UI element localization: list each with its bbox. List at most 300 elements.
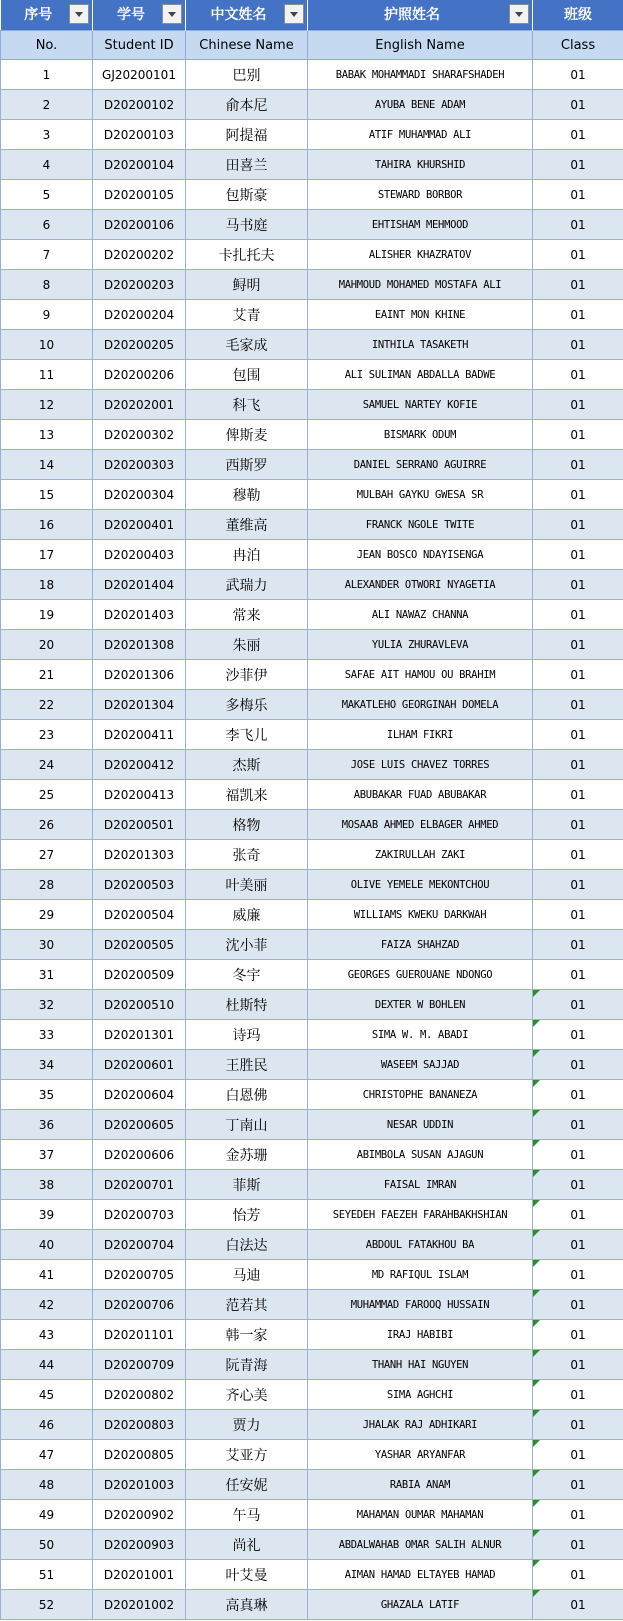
student-id-cell[interactable]: D20200509 bbox=[93, 960, 186, 990]
english-name-cell[interactable]: IRAJ HABIBI bbox=[308, 1320, 533, 1350]
row-number-cell[interactable]: 36 bbox=[1, 1110, 93, 1140]
chinese-name-cell[interactable]: 沈小菲 bbox=[186, 930, 308, 960]
chinese-name-cell[interactable]: 福凯来 bbox=[186, 780, 308, 810]
row-number-cell[interactable]: 51 bbox=[1, 1560, 93, 1590]
chinese-name-cell[interactable]: 任安妮 bbox=[186, 1470, 308, 1500]
row-number-cell[interactable]: 39 bbox=[1, 1200, 93, 1230]
row-number-cell[interactable]: 9 bbox=[1, 300, 93, 330]
chinese-name-cell[interactable]: 杜斯特 bbox=[186, 990, 308, 1020]
row-number-cell[interactable]: 13 bbox=[1, 420, 93, 450]
table-row bbox=[1, 960, 623, 990]
chinese-name-cell[interactable]: 午马 bbox=[186, 1500, 308, 1530]
row-number-cell[interactable]: 30 bbox=[1, 930, 93, 960]
english-name-cell[interactable]: ATIF MUHAMMAD ALI bbox=[308, 120, 533, 150]
english-name-cell[interactable]: THANH HAI NGUYEN bbox=[308, 1350, 533, 1380]
row-number-cell[interactable]: 52 bbox=[1, 1590, 93, 1620]
table-row bbox=[1, 870, 623, 900]
chinese-name-cell[interactable]: 怡芳 bbox=[186, 1200, 308, 1230]
chinese-name-cell[interactable]: 毛家成 bbox=[186, 330, 308, 360]
row-number-cell[interactable]: 19 bbox=[1, 600, 93, 630]
student-id-cell[interactable]: D20201404 bbox=[93, 570, 186, 600]
table-row bbox=[1, 1020, 623, 1050]
student-id-cell[interactable]: D20200412 bbox=[93, 750, 186, 780]
student-id-cell[interactable]: D20200903 bbox=[93, 1530, 186, 1560]
english-name-cell[interactable]: EHTISHAM MEHMOOD bbox=[308, 210, 533, 240]
student-id-cell[interactable]: D20200203 bbox=[93, 270, 186, 300]
english-name-cell[interactable]: BISMARK ODUM bbox=[308, 420, 533, 450]
english-name-cell[interactable]: AIMAN HAMAD ELTAYEB HAMAD bbox=[308, 1560, 533, 1590]
chinese-name-cell[interactable]: 常来 bbox=[186, 600, 308, 630]
student-id-cell[interactable]: D20201001 bbox=[93, 1560, 186, 1590]
english-name-cell[interactable]: ABIMBOLA SUSAN AJAGUN bbox=[308, 1140, 533, 1170]
english-name-cell[interactable]: BABAK MOHAMMADI SHARAFSHADEH bbox=[308, 60, 533, 90]
table-row bbox=[1, 840, 623, 870]
chinese-name-cell[interactable]: 包围 bbox=[186, 360, 308, 390]
chinese-name-cell[interactable]: 西斯罗 bbox=[186, 450, 308, 480]
chinese-name-cell[interactable]: 菲斯 bbox=[186, 1170, 308, 1200]
english-name-cell[interactable]: ALI SULIMAN ABDALLA BADWE bbox=[308, 360, 533, 390]
student-id-cell[interactable]: D20200902 bbox=[93, 1500, 186, 1530]
filter-dropdown-icon[interactable] bbox=[162, 4, 182, 24]
row-number-cell[interactable]: 41 bbox=[1, 1260, 93, 1290]
student-id-cell[interactable]: D20200701 bbox=[93, 1170, 186, 1200]
student-id-cell[interactable]: D20200705 bbox=[93, 1260, 186, 1290]
row-number-cell[interactable]: 12 bbox=[1, 390, 93, 420]
table-row bbox=[1, 1140, 623, 1170]
chinese-name-cell[interactable]: 马迪 bbox=[186, 1260, 308, 1290]
english-name-cell[interactable]: JEAN BOSCO NDAYISENGA bbox=[308, 540, 533, 570]
student-id-cell[interactable]: D20202001 bbox=[93, 390, 186, 420]
class-cell[interactable]: 01 bbox=[533, 930, 623, 960]
class-cell[interactable]: 01 bbox=[533, 360, 623, 390]
chinese-name-cell[interactable]: 马书庭 bbox=[186, 210, 308, 240]
english-name-cell[interactable]: SEYEDEH FAEZEH FARAHBAKHSHIAN bbox=[308, 1200, 533, 1230]
english-name-cell[interactable]: TAHIRA KHURSHID bbox=[308, 150, 533, 180]
table-row bbox=[1, 120, 623, 150]
table-row bbox=[1, 630, 623, 660]
class-cell[interactable]: 01 bbox=[533, 420, 623, 450]
chinese-name-cell[interactable]: 阮青海 bbox=[186, 1350, 308, 1380]
class-cell[interactable]: 01 bbox=[533, 60, 623, 90]
table-row bbox=[1, 780, 623, 810]
class-cell[interactable]: 01 bbox=[533, 690, 623, 720]
student-id-cell[interactable]: D20201303 bbox=[93, 840, 186, 870]
class-cell[interactable]: 01 bbox=[533, 600, 623, 630]
chinese-name-cell[interactable]: 艾青 bbox=[186, 300, 308, 330]
class-cell[interactable]: 01 bbox=[533, 1470, 623, 1500]
class-cell[interactable]: 01 bbox=[533, 1350, 623, 1380]
header-student-id-cn-label: 学号 bbox=[117, 7, 145, 23]
class-cell[interactable]: 01 bbox=[533, 780, 623, 810]
english-name-cell[interactable]: WILLIAMS KWEKU DARKWAH bbox=[308, 900, 533, 930]
row-number-cell[interactable]: 20 bbox=[1, 630, 93, 660]
chinese-name-cell[interactable]: 包斯豪 bbox=[186, 180, 308, 210]
class-cell[interactable]: 01 bbox=[533, 1560, 623, 1590]
student-id-cell[interactable]: D20200106 bbox=[93, 210, 186, 240]
english-name-cell[interactable]: INTHILA TASAKETH bbox=[308, 330, 533, 360]
header-english-name-en: English Name bbox=[308, 31, 533, 60]
student-id-cell[interactable]: D20200803 bbox=[93, 1410, 186, 1440]
english-name-cell[interactable]: EAINT MON KHINE bbox=[308, 300, 533, 330]
english-name-cell[interactable]: ABDOUL FATAKHOU BA bbox=[308, 1230, 533, 1260]
row-number-cell[interactable]: 23 bbox=[1, 720, 93, 750]
english-name-cell[interactable]: WASEEM SAJJAD bbox=[308, 1050, 533, 1080]
class-cell[interactable]: 01 bbox=[533, 750, 623, 780]
english-name-cell[interactable]: JHALAK RAJ ADHIKARI bbox=[308, 1410, 533, 1440]
student-id-cell[interactable]: D20200303 bbox=[93, 450, 186, 480]
class-cell[interactable]: 01 bbox=[533, 630, 623, 660]
english-name-cell[interactable]: ALEXANDER OTWORI NYAGETIA bbox=[308, 570, 533, 600]
student-id-cell[interactable]: D20200103 bbox=[93, 120, 186, 150]
class-cell[interactable]: 01 bbox=[533, 570, 623, 600]
class-cell[interactable]: 01 bbox=[533, 810, 623, 840]
student-id-cell[interactable]: D20200805 bbox=[93, 1440, 186, 1470]
class-cell[interactable]: 01 bbox=[533, 1200, 623, 1230]
class-cell[interactable]: 01 bbox=[533, 960, 623, 990]
row-number-cell[interactable]: 16 bbox=[1, 510, 93, 540]
chinese-name-cell[interactable]: 武瑞力 bbox=[186, 570, 308, 600]
student-id-cell[interactable]: D20200204 bbox=[93, 300, 186, 330]
chinese-name-cell[interactable]: 张奇 bbox=[186, 840, 308, 870]
student-id-cell[interactable]: D20201002 bbox=[93, 1590, 186, 1620]
chinese-name-cell[interactable]: 多梅乐 bbox=[186, 690, 308, 720]
class-cell[interactable]: 01 bbox=[533, 1320, 623, 1350]
class-cell[interactable]: 01 bbox=[533, 1110, 623, 1140]
row-number-cell[interactable]: 17 bbox=[1, 540, 93, 570]
class-cell[interactable]: 01 bbox=[533, 900, 623, 930]
class-cell[interactable]: 01 bbox=[533, 1170, 623, 1200]
english-name-cell[interactable]: SIMA W. M. ABADI bbox=[308, 1020, 533, 1050]
chinese-name-cell[interactable]: 田喜兰 bbox=[186, 150, 308, 180]
chinese-name-cell[interactable]: 冉泊 bbox=[186, 540, 308, 570]
class-cell[interactable]: 01 bbox=[533, 990, 623, 1020]
chinese-name-cell[interactable]: 白恩佛 bbox=[186, 1080, 308, 1110]
class-cell[interactable]: 01 bbox=[533, 1230, 623, 1260]
table-row bbox=[1, 660, 623, 690]
class-cell[interactable]: 01 bbox=[533, 1440, 623, 1470]
chinese-name-cell[interactable]: 沙菲伊 bbox=[186, 660, 308, 690]
row-number-cell[interactable]: 4 bbox=[1, 150, 93, 180]
english-name-cell[interactable]: ZAKIRULLAH ZAKI bbox=[308, 840, 533, 870]
row-number-cell[interactable]: 3 bbox=[1, 120, 93, 150]
english-name-cell[interactable]: CHRISTOPHE BANANEZA bbox=[308, 1080, 533, 1110]
english-name-cell[interactable]: FAISAL IMRAN bbox=[308, 1170, 533, 1200]
chinese-name-cell[interactable]: 白法达 bbox=[186, 1230, 308, 1260]
english-name-cell[interactable]: DEXTER W BOHLEN bbox=[308, 990, 533, 1020]
english-name-cell[interactable]: SAMUEL NARTEY KOFIE bbox=[308, 390, 533, 420]
chinese-name-cell[interactable]: 格物 bbox=[186, 810, 308, 840]
chinese-name-cell[interactable]: 冬宇 bbox=[186, 960, 308, 990]
student-id-cell[interactable]: D20200104 bbox=[93, 150, 186, 180]
student-id-cell[interactable]: D20200411 bbox=[93, 720, 186, 750]
class-cell[interactable]: 01 bbox=[533, 390, 623, 420]
english-name-cell[interactable]: MOSAAB AHMED ELBAGER AHMED bbox=[308, 810, 533, 840]
student-id-cell[interactable]: D20201003 bbox=[93, 1470, 186, 1500]
class-cell[interactable]: 01 bbox=[533, 840, 623, 870]
english-name-cell[interactable]: OLIVE YEMELE MEKONTCHOU bbox=[308, 870, 533, 900]
row-number-cell[interactable]: 37 bbox=[1, 1140, 93, 1170]
class-cell[interactable]: 01 bbox=[533, 1140, 623, 1170]
english-name-cell[interactable]: MAHMOUD MOHAMED MOSTAFA ALI bbox=[308, 270, 533, 300]
row-number-cell[interactable]: 49 bbox=[1, 1500, 93, 1530]
chinese-name-cell[interactable]: 叶美丽 bbox=[186, 870, 308, 900]
student-id-cell[interactable]: D20201304 bbox=[93, 690, 186, 720]
class-cell[interactable]: 01 bbox=[533, 540, 623, 570]
class-cell[interactable]: 01 bbox=[533, 870, 623, 900]
chinese-name-cell[interactable]: 尚礼 bbox=[186, 1530, 308, 1560]
row-number-cell[interactable]: 40 bbox=[1, 1230, 93, 1260]
row-number-cell[interactable]: 46 bbox=[1, 1410, 93, 1440]
chinese-name-cell[interactable]: 贾力 bbox=[186, 1410, 308, 1440]
class-cell[interactable]: 01 bbox=[533, 1290, 623, 1320]
english-name-cell[interactable]: FAIZA SHAHZAD bbox=[308, 930, 533, 960]
english-name-cell[interactable]: RABIA ANAM bbox=[308, 1470, 533, 1500]
chinese-name-cell[interactable]: 卡扎托夫 bbox=[186, 240, 308, 270]
row-number-cell[interactable]: 25 bbox=[1, 780, 93, 810]
english-name-cell[interactable]: MULBAH GAYKU GWESA SR bbox=[308, 480, 533, 510]
row-number-cell[interactable]: 1 bbox=[1, 60, 93, 90]
header-class-en: Class bbox=[533, 31, 623, 60]
chinese-name-cell[interactable]: 杰斯 bbox=[186, 750, 308, 780]
header-number-cn-label: 序号 bbox=[24, 7, 53, 23]
student-id-cell[interactable]: D20200202 bbox=[93, 240, 186, 270]
student-id-cell[interactable]: D20200604 bbox=[93, 1080, 186, 1110]
english-name-cell[interactable]: GHAZALA LATIF bbox=[308, 1590, 533, 1620]
student-id-cell[interactable]: D20200401 bbox=[93, 510, 186, 540]
chinese-name-cell[interactable]: 鲟明 bbox=[186, 270, 308, 300]
table-row bbox=[1, 570, 623, 600]
english-name-cell[interactable]: YULIA ZHURAVLEVA bbox=[308, 630, 533, 660]
row-number-cell[interactable]: 14 bbox=[1, 450, 93, 480]
student-id-cell[interactable]: D20200501 bbox=[93, 810, 186, 840]
class-cell[interactable]: 01 bbox=[533, 240, 623, 270]
class-cell[interactable]: 01 bbox=[533, 270, 623, 300]
class-cell[interactable]: 01 bbox=[533, 1260, 623, 1290]
student-id-cell[interactable]: D20200304 bbox=[93, 480, 186, 510]
chinese-name-cell[interactable]: 李飞儿 bbox=[186, 720, 308, 750]
row-number-cell[interactable]: 35 bbox=[1, 1080, 93, 1110]
table-row bbox=[1, 1080, 623, 1110]
student-id-cell[interactable]: D20200505 bbox=[93, 930, 186, 960]
table-row bbox=[1, 480, 623, 510]
class-cell[interactable]: 01 bbox=[533, 660, 623, 690]
table-row bbox=[1, 270, 623, 300]
class-cell[interactable]: 01 bbox=[533, 330, 623, 360]
class-cell[interactable]: 01 bbox=[533, 450, 623, 480]
chinese-name-cell[interactable]: 科飞 bbox=[186, 390, 308, 420]
student-id-cell[interactable]: D20201308 bbox=[93, 630, 186, 660]
class-cell[interactable]: 01 bbox=[533, 480, 623, 510]
table-row bbox=[1, 1050, 623, 1080]
chinese-name-cell[interactable]: 董维高 bbox=[186, 510, 308, 540]
filter-dropdown-icon[interactable] bbox=[284, 4, 304, 24]
row-number-cell[interactable]: 21 bbox=[1, 660, 93, 690]
row-number-cell[interactable]: 2 bbox=[1, 90, 93, 120]
row-number-cell[interactable]: 5 bbox=[1, 180, 93, 210]
class-cell[interactable]: 01 bbox=[533, 1530, 623, 1560]
table-row bbox=[1, 1410, 623, 1440]
table-row bbox=[1, 1320, 623, 1350]
class-cell[interactable]: 01 bbox=[533, 1410, 623, 1440]
student-id-cell[interactable]: D20200510 bbox=[93, 990, 186, 1020]
class-cell[interactable]: 01 bbox=[533, 1080, 623, 1110]
row-number-cell[interactable]: 48 bbox=[1, 1470, 93, 1500]
class-cell[interactable]: 01 bbox=[533, 1020, 623, 1050]
student-id-cell[interactable]: D20201403 bbox=[93, 600, 186, 630]
english-name-cell[interactable]: MUHAMMAD FAROOQ HUSSAIN bbox=[308, 1290, 533, 1320]
student-id-cell[interactable]: D20200703 bbox=[93, 1200, 186, 1230]
chinese-name-cell[interactable]: 王胜民 bbox=[186, 1050, 308, 1080]
row-number-cell[interactable]: 31 bbox=[1, 960, 93, 990]
student-id-cell[interactable]: D20201301 bbox=[93, 1020, 186, 1050]
english-name-cell[interactable]: AYUBA BENE ADAM bbox=[308, 90, 533, 120]
chinese-name-cell[interactable]: 高真琳 bbox=[186, 1590, 308, 1620]
class-cell[interactable]: 01 bbox=[533, 1380, 623, 1410]
student-id-cell[interactable]: D20200802 bbox=[93, 1380, 186, 1410]
chinese-name-cell[interactable]: 俾斯麦 bbox=[186, 420, 308, 450]
chinese-name-cell[interactable]: 威廉 bbox=[186, 900, 308, 930]
chinese-name-cell[interactable]: 韩一家 bbox=[186, 1320, 308, 1350]
student-id-cell[interactable]: D20201306 bbox=[93, 660, 186, 690]
student-id-cell[interactable]: D20200205 bbox=[93, 330, 186, 360]
table-row bbox=[1, 720, 623, 750]
row-number-cell[interactable]: 29 bbox=[1, 900, 93, 930]
chinese-name-cell[interactable]: 齐心美 bbox=[186, 1380, 308, 1410]
row-number-cell[interactable]: 24 bbox=[1, 750, 93, 780]
english-name-cell[interactable]: MAHAMAN OUMAR MAHAMAN bbox=[308, 1500, 533, 1530]
class-cell[interactable]: 01 bbox=[533, 90, 623, 120]
student-id-cell[interactable]: D20200704 bbox=[93, 1230, 186, 1260]
row-number-cell[interactable]: 27 bbox=[1, 840, 93, 870]
chinese-name-cell[interactable]: 诗玛 bbox=[186, 1020, 308, 1050]
english-name-cell[interactable]: YASHAR ARYANFAR bbox=[308, 1440, 533, 1470]
class-cell[interactable]: 01 bbox=[533, 1500, 623, 1530]
student-id-cell[interactable]: D20200413 bbox=[93, 780, 186, 810]
student-id-cell[interactable]: D20201101 bbox=[93, 1320, 186, 1350]
student-id-cell[interactable]: D20200605 bbox=[93, 1110, 186, 1140]
row-number-cell[interactable]: 7 bbox=[1, 240, 93, 270]
english-name-cell[interactable]: SAFAE AIT HAMOU OU BRAHIM bbox=[308, 660, 533, 690]
student-id-cell[interactable]: D20200504 bbox=[93, 900, 186, 930]
filter-dropdown-icon[interactable] bbox=[69, 4, 89, 24]
table-row bbox=[1, 900, 623, 930]
row-number-cell[interactable]: 28 bbox=[1, 870, 93, 900]
english-name-cell[interactable]: ILHAM FIKRI bbox=[308, 720, 533, 750]
student-id-cell[interactable]: D20200709 bbox=[93, 1350, 186, 1380]
student-id-cell[interactable]: D20200403 bbox=[93, 540, 186, 570]
row-number-cell[interactable]: 33 bbox=[1, 1020, 93, 1050]
chinese-name-cell[interactable]: 范若其 bbox=[186, 1290, 308, 1320]
row-number-cell[interactable]: 42 bbox=[1, 1290, 93, 1320]
table-row bbox=[1, 510, 623, 540]
row-number-cell[interactable]: 32 bbox=[1, 990, 93, 1020]
table-row bbox=[1, 1470, 623, 1500]
english-name-cell[interactable]: STEWARD BORBOR bbox=[308, 180, 533, 210]
english-name-cell[interactable]: SIMA AGHCHI bbox=[308, 1380, 533, 1410]
english-name-cell[interactable]: ABUBAKAR FUAD ABUBAKAR bbox=[308, 780, 533, 810]
student-id-cell[interactable]: D20200105 bbox=[93, 180, 186, 210]
row-number-cell[interactable]: 18 bbox=[1, 570, 93, 600]
header-passport-name-cn-label: 护照姓名 bbox=[384, 7, 440, 23]
class-cell[interactable]: 01 bbox=[533, 120, 623, 150]
chinese-name-cell[interactable]: 穆勒 bbox=[186, 480, 308, 510]
english-name-cell[interactable]: ALISHER KHAZRATOV bbox=[308, 240, 533, 270]
class-cell[interactable]: 01 bbox=[533, 300, 623, 330]
row-number-cell[interactable]: 38 bbox=[1, 1170, 93, 1200]
student-id-cell[interactable]: D20200102 bbox=[93, 90, 186, 120]
student-id-cell[interactable]: D20200601 bbox=[93, 1050, 186, 1080]
english-name-cell[interactable]: DANIEL SERRANO AGUIRRE bbox=[308, 450, 533, 480]
chinese-name-cell[interactable]: 艾亚方 bbox=[186, 1440, 308, 1470]
table-row bbox=[1, 90, 623, 120]
class-cell[interactable]: 01 bbox=[533, 1050, 623, 1080]
english-name-cell[interactable]: ALI NAWAZ CHANNA bbox=[308, 600, 533, 630]
english-name-cell[interactable]: ABDALWAHAB OMAR SALIH ALNUR bbox=[308, 1530, 533, 1560]
student-id-cell[interactable]: GJ20200101 bbox=[93, 60, 186, 90]
row-number-cell[interactable]: 22 bbox=[1, 690, 93, 720]
table-row bbox=[1, 1200, 623, 1230]
chinese-name-cell[interactable]: 金苏珊 bbox=[186, 1140, 308, 1170]
filter-dropdown-icon[interactable] bbox=[509, 4, 529, 24]
table-row bbox=[1, 390, 623, 420]
english-name-cell[interactable]: GEORGES GUEROUANE NDONGO bbox=[308, 960, 533, 990]
row-number-cell[interactable]: 50 bbox=[1, 1530, 93, 1560]
class-cell[interactable]: 01 bbox=[533, 210, 623, 240]
row-number-cell[interactable]: 8 bbox=[1, 270, 93, 300]
student-id-cell[interactable]: D20200503 bbox=[93, 870, 186, 900]
row-number-cell[interactable]: 34 bbox=[1, 1050, 93, 1080]
table-row bbox=[1, 1530, 623, 1560]
row-number-cell[interactable]: 44 bbox=[1, 1350, 93, 1380]
english-name-cell[interactable]: FRANCK NGOLE TWITE bbox=[308, 510, 533, 540]
english-name-cell[interactable]: JOSE LUIS CHAVEZ TORRES bbox=[308, 750, 533, 780]
student-id-cell[interactable]: D20200706 bbox=[93, 1290, 186, 1320]
table-row bbox=[1, 540, 623, 570]
student-id-cell[interactable]: D20200606 bbox=[93, 1140, 186, 1170]
filter-header-row bbox=[1, 0, 623, 31]
student-id-cell[interactable]: D20200206 bbox=[93, 360, 186, 390]
class-cell[interactable]: 01 bbox=[533, 150, 623, 180]
chinese-name-cell[interactable]: 叶艾曼 bbox=[186, 1560, 308, 1590]
chinese-name-cell[interactable]: 阿提福 bbox=[186, 120, 308, 150]
row-number-cell[interactable]: 43 bbox=[1, 1320, 93, 1350]
row-number-cell[interactable]: 6 bbox=[1, 210, 93, 240]
row-number-cell[interactable]: 15 bbox=[1, 480, 93, 510]
row-number-cell[interactable]: 26 bbox=[1, 810, 93, 840]
table-row bbox=[1, 810, 623, 840]
class-cell[interactable]: 01 bbox=[533, 180, 623, 210]
chinese-name-cell[interactable]: 丁南山 bbox=[186, 1110, 308, 1140]
class-cell[interactable]: 01 bbox=[533, 1590, 623, 1620]
row-number-cell[interactable]: 10 bbox=[1, 330, 93, 360]
english-name-cell[interactable]: NESAR UDDIN bbox=[308, 1110, 533, 1140]
row-number-cell[interactable]: 47 bbox=[1, 1440, 93, 1470]
header-chinese-name-cn bbox=[186, 0, 308, 31]
student-id-cell[interactable]: D20200302 bbox=[93, 420, 186, 450]
english-name-cell[interactable]: MD RAFIQUL ISLAM bbox=[308, 1260, 533, 1290]
row-number-cell[interactable]: 11 bbox=[1, 360, 93, 390]
class-cell[interactable]: 01 bbox=[533, 720, 623, 750]
table-row bbox=[1, 300, 623, 330]
english-name-cell[interactable]: MAKATLEHO GEORGINAH DOMELA bbox=[308, 690, 533, 720]
table-row bbox=[1, 750, 623, 780]
row-number-cell[interactable]: 45 bbox=[1, 1380, 93, 1410]
chinese-name-cell[interactable]: 朱丽 bbox=[186, 630, 308, 660]
table-row bbox=[1, 1110, 623, 1140]
class-cell[interactable]: 01 bbox=[533, 510, 623, 540]
chinese-name-cell[interactable]: 俞本尼 bbox=[186, 90, 308, 120]
chinese-name-cell[interactable]: 巴别 bbox=[186, 60, 308, 90]
